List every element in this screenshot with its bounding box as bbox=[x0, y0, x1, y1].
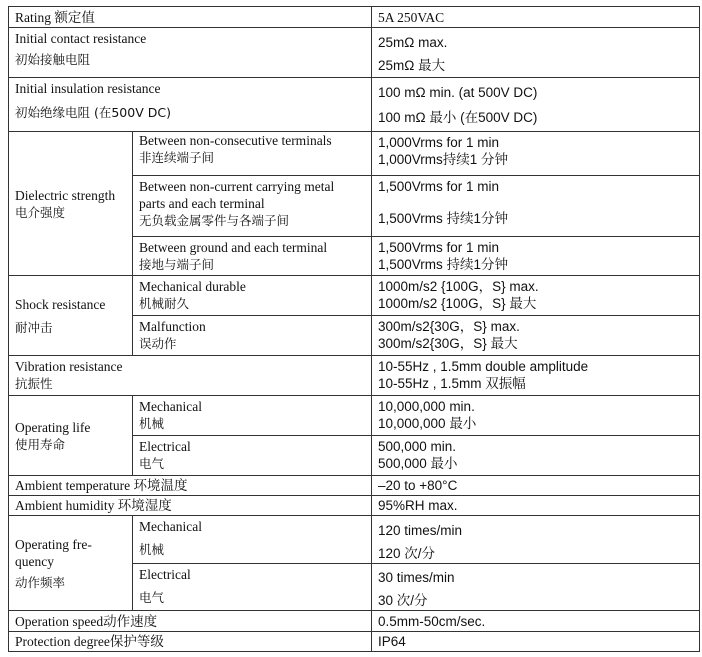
row-protection bbox=[9, 632, 700, 652]
row-contact-resistance bbox=[9, 28, 700, 78]
row-ambient-humidity bbox=[9, 496, 700, 516]
frequency-value-2 bbox=[372, 564, 700, 611]
row-insulation bbox=[9, 78, 700, 132]
ambient-temp-label: Ambient temperature 环境温度 bbox=[9, 476, 372, 496]
speed-value: 0.5mm-50cm/sec. bbox=[372, 611, 700, 632]
life-value-1-en: 10,000,000 min. bbox=[378, 399, 475, 414]
ambient-humidity-value: 95%RH max. bbox=[372, 496, 700, 516]
insulation-value bbox=[372, 78, 700, 132]
frequency-label-en-1: Operating fre- bbox=[15, 536, 92, 552]
protection-label: Protection degree保护等级 bbox=[9, 632, 372, 652]
insulation-value-en: 100 mΩ min. (at 500V DC) bbox=[378, 85, 538, 100]
frequency-sub-2 bbox=[133, 564, 372, 611]
vibration-label-en: Vibration resistance bbox=[15, 359, 123, 374]
protection-value: IP64 bbox=[372, 632, 700, 652]
dielectric-sub-1-zh: 非连续端子间 bbox=[139, 150, 215, 165]
shock-sub-1 bbox=[133, 276, 372, 316]
contact-resistance-label-zh: 初始接触电阻 bbox=[15, 52, 91, 67]
dielectric-sub-3-zh: 接地与端子间 bbox=[139, 257, 215, 272]
shock-value-1-en: 1000m/s2 {100G，S} max. bbox=[378, 279, 539, 294]
frequency-value-1-zh: 120 次/分 bbox=[378, 546, 436, 561]
dielectric-value-1-zh: 1,000Vrms持续1 分钟 bbox=[378, 152, 509, 167]
dielectric-label-en: Dielectric strength bbox=[15, 187, 116, 203]
insulation-label-en: Initial insulation resistance bbox=[15, 81, 161, 96]
dielectric-label-zh: 电介强度 bbox=[15, 204, 66, 220]
life-sub-1-en: Mechanical bbox=[139, 399, 202, 414]
dielectric-value-2-zh: 1,500Vrms 持续1分钟 bbox=[378, 211, 509, 226]
life-sub-2-en: Electrical bbox=[139, 439, 191, 454]
life-sub-2-zh: 电气 bbox=[139, 456, 165, 471]
shock-label-zh: 耐冲击 bbox=[15, 319, 53, 335]
vibration-value bbox=[372, 356, 700, 396]
frequency-label-en-2: quency bbox=[15, 553, 54, 569]
frequency-sub-2-zh: 电气 bbox=[139, 590, 165, 605]
life-value-2 bbox=[372, 436, 700, 476]
frequency-sub-1 bbox=[133, 516, 372, 564]
dielectric-value-1-en: 1,000Vrms for 1 min bbox=[378, 135, 500, 150]
dielectric-value-3-zh: 1,500Vrms 持续1分钟 bbox=[378, 257, 509, 272]
shock-sub-2-en: Malfunction bbox=[139, 319, 206, 334]
row-dielectric-1 bbox=[9, 132, 700, 176]
contact-resistance-label bbox=[9, 28, 372, 78]
frequency-value-2-en: 30 times/min bbox=[378, 570, 455, 585]
ambient-temp-value: –20 to +80°C bbox=[372, 476, 700, 496]
life-label bbox=[9, 396, 133, 476]
shock-value-2 bbox=[372, 316, 700, 356]
dielectric-label bbox=[9, 132, 133, 276]
dielectric-value-1 bbox=[372, 132, 700, 176]
rating-label: Rating 额定值 bbox=[9, 7, 372, 28]
row-life-1 bbox=[9, 396, 700, 436]
life-label-zh: 使用寿命 bbox=[15, 436, 66, 452]
shock-label bbox=[9, 276, 133, 356]
shock-sub-2 bbox=[133, 316, 372, 356]
dielectric-sub-3-en: Between ground and each terminal bbox=[139, 240, 328, 255]
spec-table bbox=[8, 6, 700, 652]
ambient-humidity-label: Ambient humidity 环境湿度 bbox=[9, 496, 372, 516]
dielectric-value-2 bbox=[372, 176, 700, 237]
row-vibration bbox=[9, 356, 700, 396]
frequency-label-zh: 动作频率 bbox=[15, 574, 66, 590]
speed-label: Operation speed动作速度 bbox=[9, 611, 372, 632]
dielectric-sub-1-en: Between non-consecutive terminals bbox=[139, 133, 332, 148]
shock-sub-1-zh: 机械耐久 bbox=[139, 296, 190, 311]
frequency-sub-1-zh: 机械 bbox=[139, 542, 165, 557]
frequency-value-2-zh: 30 次/分 bbox=[378, 593, 428, 608]
row-shock-1 bbox=[9, 276, 700, 316]
life-sub-1 bbox=[133, 396, 372, 436]
insulation-value-zh: 100 mΩ 最小 (在500V DC) bbox=[378, 110, 538, 125]
life-value-2-zh: 500,000 最小 bbox=[378, 456, 458, 471]
dielectric-sub-2-en-1: Between non-current carrying metal bbox=[139, 179, 335, 194]
shock-value-2-zh: 300m/s2{30G，S} 最大 bbox=[378, 336, 518, 351]
frequency-value-1-en: 120 times/min bbox=[378, 523, 463, 538]
contact-resistance-value-zh: 25mΩ 最大 bbox=[378, 58, 446, 73]
shock-sub-2-zh: 误动作 bbox=[139, 336, 177, 351]
frequency-sub-1-en: Mechanical bbox=[139, 519, 202, 534]
frequency-sub-2-en: Electrical bbox=[139, 567, 191, 582]
dielectric-value-3 bbox=[372, 237, 700, 276]
contact-resistance-value bbox=[372, 28, 700, 78]
frequency-value-1 bbox=[372, 516, 700, 564]
dielectric-sub-2 bbox=[133, 176, 372, 237]
contact-resistance-label-en: Initial contact resistance bbox=[15, 31, 147, 46]
vibration-label bbox=[9, 356, 372, 396]
insulation-label bbox=[9, 78, 372, 132]
dielectric-value-2-en: 1,500Vrms for 1 min bbox=[378, 179, 500, 194]
row-rating bbox=[9, 7, 700, 28]
shock-value-1-zh: 1000m/s2 {100G，S} 最大 bbox=[378, 296, 537, 311]
vibration-value-en: 10-55Hz , 1.5mm double amplitude bbox=[378, 359, 589, 374]
dielectric-sub-2-zh: 无负载金属零件与各端子间 bbox=[139, 213, 290, 228]
insulation-label-zh: 初始绝缘电阻 (在500V DC) bbox=[15, 105, 171, 120]
dielectric-sub-1 bbox=[133, 132, 372, 176]
dielectric-sub-3 bbox=[133, 237, 372, 276]
life-sub-1-zh: 机械 bbox=[139, 416, 165, 431]
life-value-1 bbox=[372, 396, 700, 436]
row-ambient-temp bbox=[9, 476, 700, 496]
frequency-label bbox=[9, 516, 133, 611]
dielectric-sub-2-en-2: parts and each terminal bbox=[139, 196, 265, 211]
shock-sub-1-en: Mechanical durable bbox=[139, 279, 246, 294]
contact-resistance-value-en: 25mΩ max. bbox=[378, 35, 448, 50]
shock-value-1 bbox=[372, 276, 700, 316]
life-sub-2 bbox=[133, 436, 372, 476]
row-speed bbox=[9, 611, 700, 632]
row-frequency-1 bbox=[9, 516, 700, 564]
life-label-en: Operating life bbox=[15, 419, 91, 435]
vibration-value-zh: 10-55Hz , 1.5mm 双振幅 bbox=[378, 376, 526, 391]
shock-value-2-en: 300m/s2{30G，S} max. bbox=[378, 319, 520, 334]
vibration-label-zh: 抗振性 bbox=[15, 376, 53, 391]
life-value-2-en: 500,000 min. bbox=[378, 439, 457, 454]
life-value-1-zh: 10,000,000 最小 bbox=[378, 416, 477, 431]
shock-label-en: Shock resistance bbox=[15, 296, 106, 312]
dielectric-value-3-en: 1,500Vrms for 1 min bbox=[378, 240, 500, 255]
rating-value: 5A 250VAC bbox=[372, 7, 700, 28]
